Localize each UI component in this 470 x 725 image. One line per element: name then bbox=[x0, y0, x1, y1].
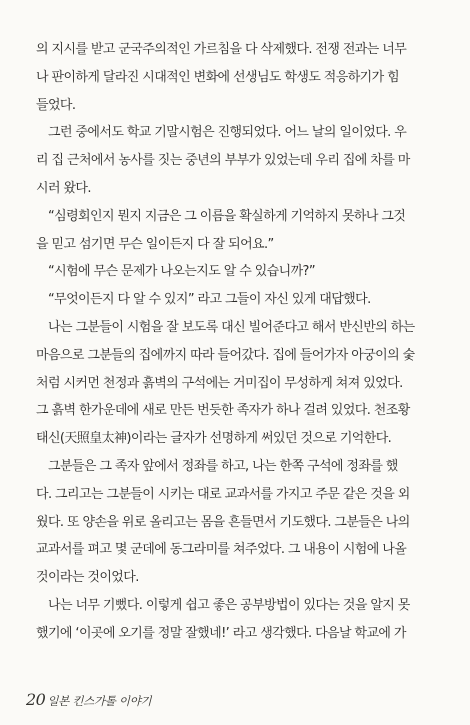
text-line: “무엇이든지 다 알 수 있지” 라고 그들이 자신 있게 대답했다. bbox=[48, 292, 371, 308]
text-line: 했기에 ‘이곳에 오기를 정말 잘했네!’ 라고 생각했다. 다음날 학교에 가 bbox=[36, 625, 406, 641]
text-line: 들었다. bbox=[36, 97, 76, 113]
text-line: 그 흙벽 한가운데에 새로 만든 번듯한 족자가 하나 걸려 있었다. 천조황 bbox=[36, 403, 410, 419]
text-line: 처럼 시커먼 천정과 흙벽의 구석에는 거미집이 무성하게 쳐져 있었다. bbox=[36, 375, 403, 391]
body-text bbox=[36, 36, 440, 648]
text-line: “시험에 무슨 문제가 나오는지도 알 수 있습니까?” bbox=[48, 264, 315, 280]
text-line: 리 집 근처에서 농사를 짓는 중년의 부부가 있었는데 우리 집에 차를 마 bbox=[36, 153, 410, 169]
text-line: “심령회인지 뭔지 지금은 그 이름을 확실하게 기억하지 못하나 그것 bbox=[48, 208, 406, 224]
text-line: 나는 너무 기뻤다. 이렇게 쉽고 좋은 공부방법이 있다는 것을 알지 못 bbox=[48, 597, 410, 613]
text-line: 그분들은 그 족자 앞에서 정좌를 하고, 나는 한쪽 구석에 정좌를 했 bbox=[48, 458, 398, 474]
text-line: 것이라는 것이었다. bbox=[36, 570, 139, 586]
text-line: 나는 그분들이 시험을 잘 보도록 대신 빌어준다고 해서 반신반의 하는 bbox=[48, 319, 415, 335]
text-line: 나 판이하게 달라진 시대적인 변화에 선생님도 학생도 적응하기가 힘 bbox=[36, 69, 400, 85]
text-line: 시러 왔다. bbox=[36, 180, 91, 196]
text-line: 웠다. 또 양손을 위로 올리고는 몸을 흔들면서 기도했다. 그분들은 나의 bbox=[36, 514, 410, 530]
text-line: 태신(天照皇太神)이라는 글자가 선명하게 써있던 것으로 기억한다. bbox=[36, 431, 392, 447]
text-line: 교과서를 펴고 몇 군데에 동그라미를 쳐주었다. 그 내용이 시험에 나올 bbox=[36, 542, 407, 558]
text-line: 의 지시를 받고 군국주의적인 가르침을 다 삭제했다. 전쟁 전과는 너무 bbox=[36, 42, 407, 57]
text-line: 다. 그리고는 그분들이 시키는 대로 교과서를 가지고 주문 같은 것을 외 bbox=[36, 486, 410, 502]
text-line: 마음으로 그분들의 집에까지 따라 들어갔다. 집에 들어가자 아궁이의 숯 bbox=[36, 347, 415, 363]
text-line: 그런 중에서도 학교 기말시험은 진행되었다. 어느 날의 일이었다. 우 bbox=[48, 125, 407, 141]
text-line: 을 믿고 섬기면 무슨 일이든지 다 잘 되어요.” bbox=[36, 236, 274, 252]
page-footer bbox=[26, 690, 151, 714]
page-number: 20 bbox=[26, 690, 46, 709]
running-title: 일본 킨스가톨 이야기 bbox=[47, 694, 152, 708]
